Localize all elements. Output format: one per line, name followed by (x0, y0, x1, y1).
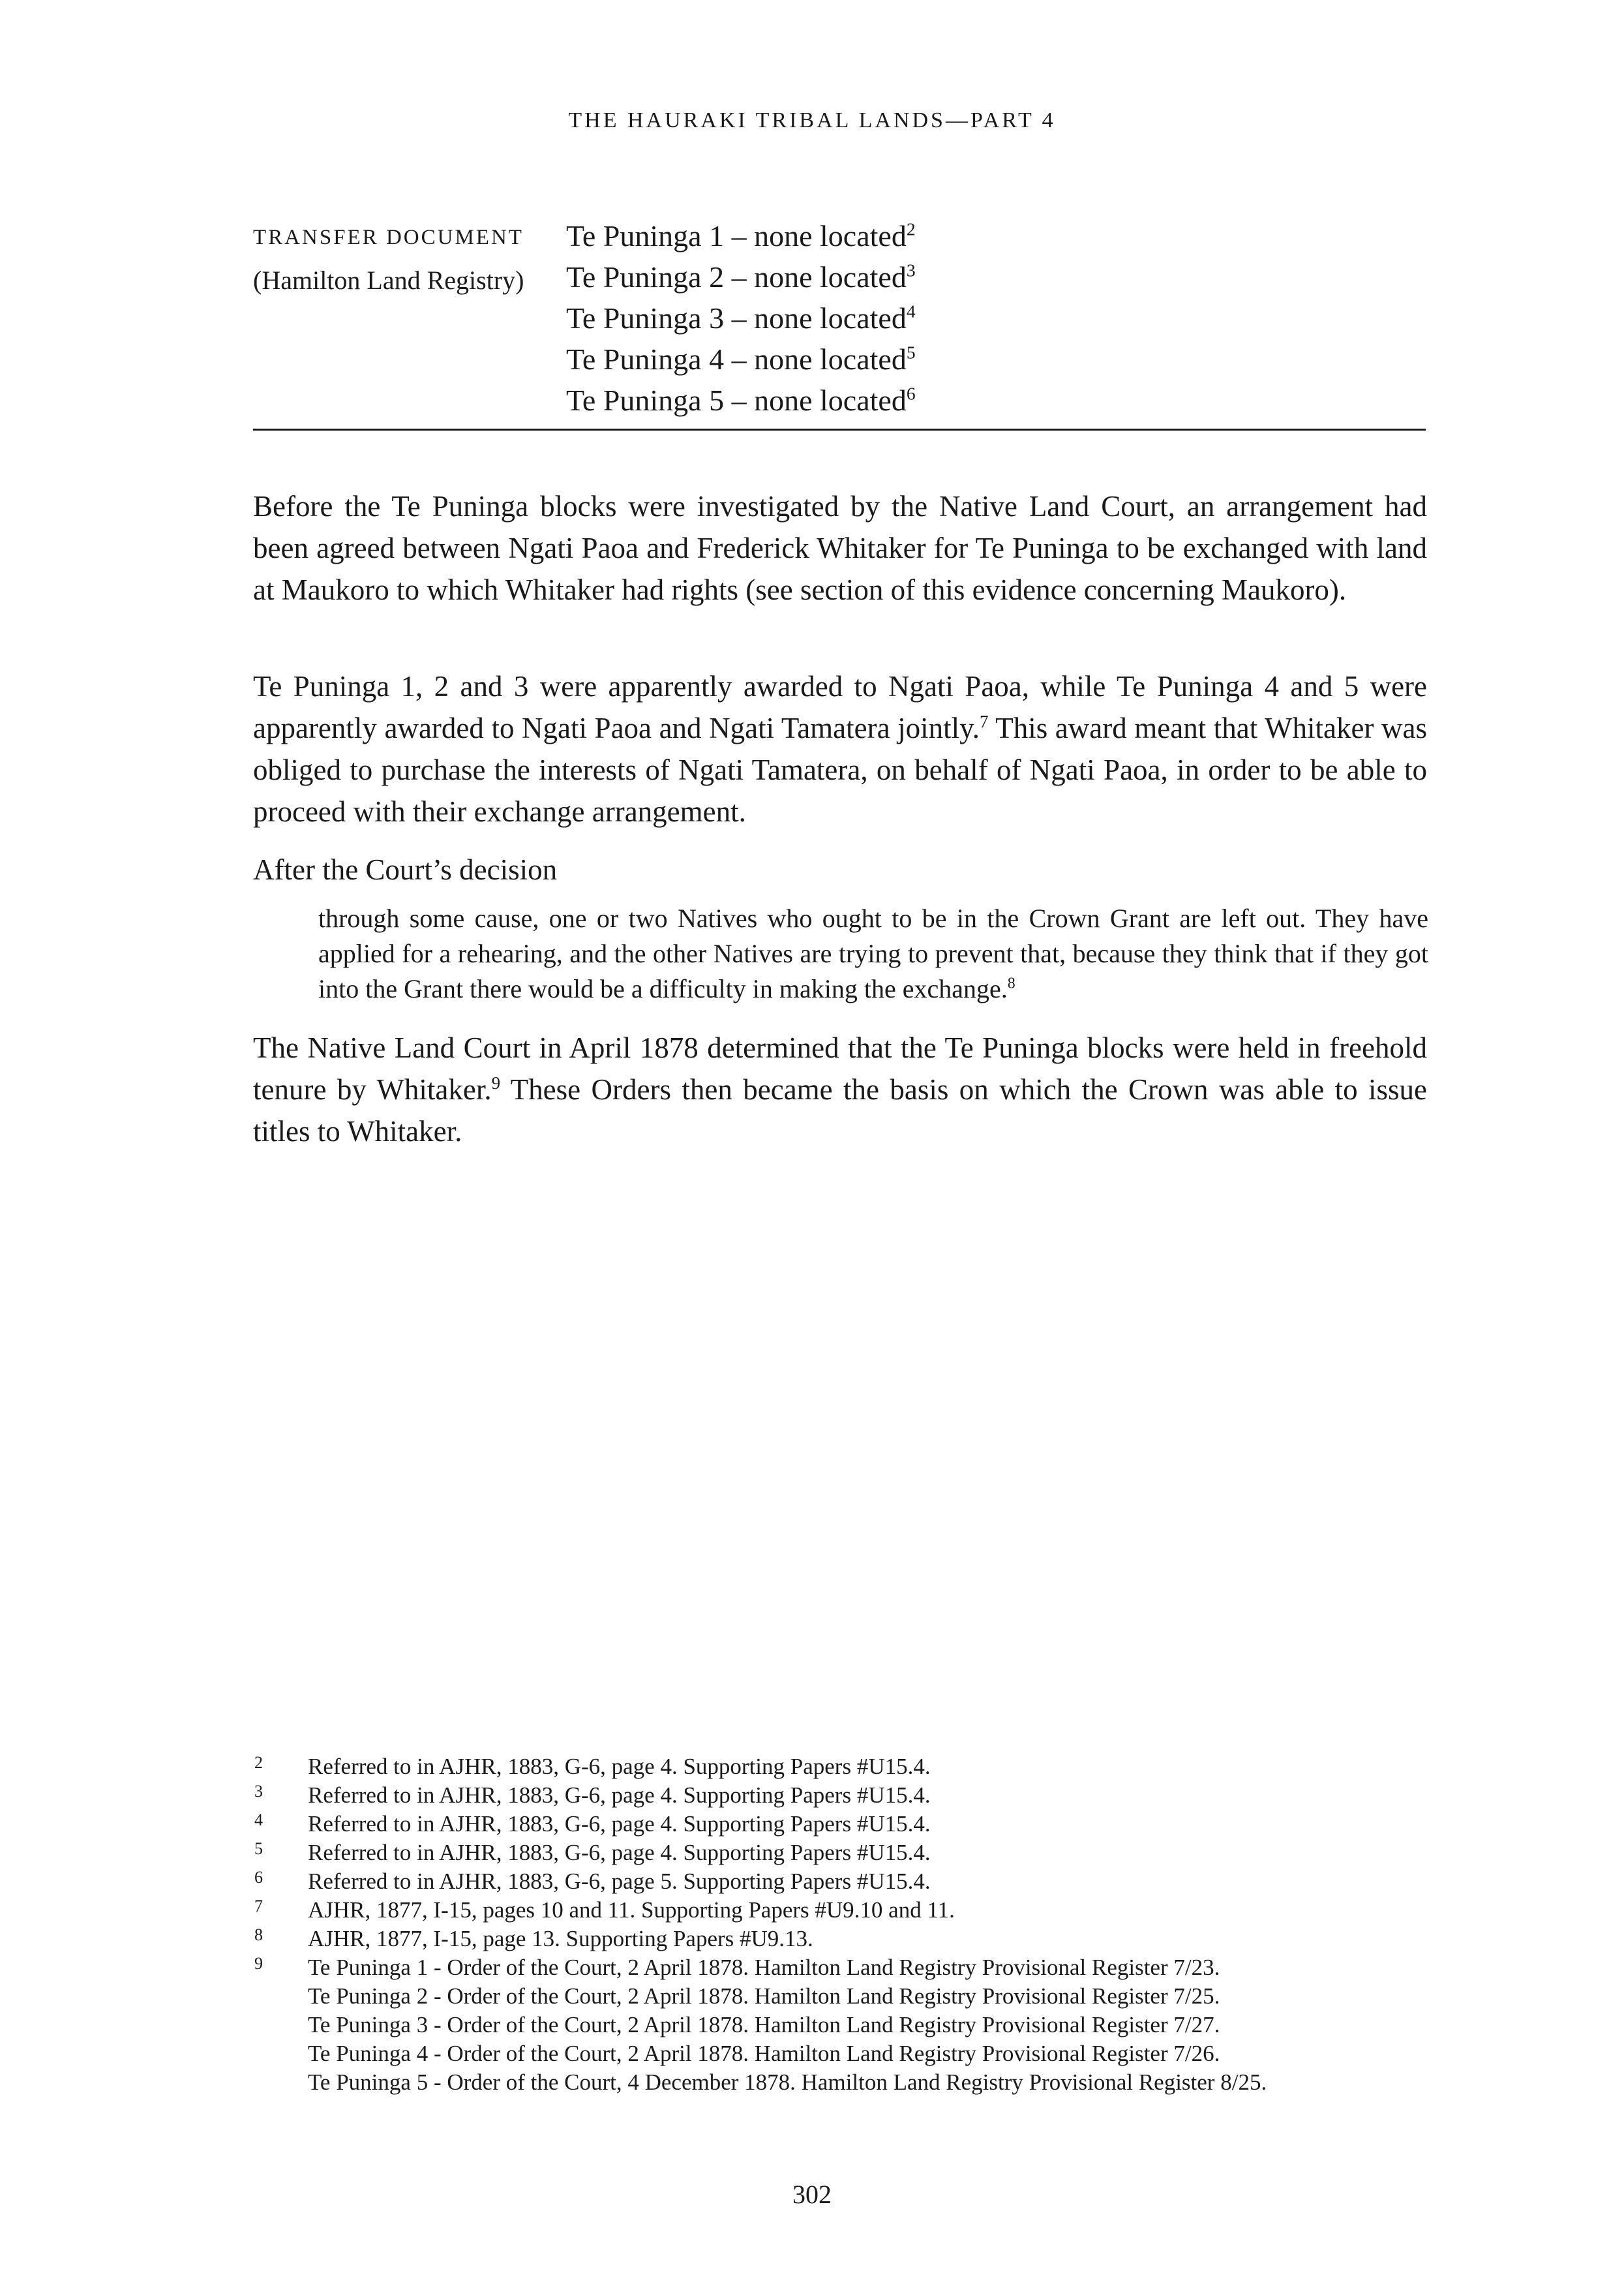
footnote-number: 4 (254, 1810, 263, 1829)
block-quote (318, 901, 1428, 1007)
paragraph-2-text-a: Te Puninga 1, 2 and 3 were apparently awarded to Ngati Paoa, while Te Puninga 4 and 5 were apparently awarded to Ngati Paoa and Ngati Tamatera jointly. (253, 670, 1427, 744)
transfer-item-text: Te Puninga 3 – none located (566, 301, 907, 335)
footnote-number: 8 (254, 1925, 263, 1944)
footnote (253, 1925, 1427, 1953)
footnote-ref[interactable]: 2 (906, 219, 916, 239)
footnotes (253, 1752, 1427, 2097)
paragraph-4 (253, 1027, 1427, 1152)
footnote-number: 3 (254, 1782, 263, 1801)
paragraph-3: After the Court’s decision (253, 853, 558, 886)
footnote (253, 1838, 1427, 1867)
footnote-text: Referred to in AJHR, 1883, G-6, page 5. Supporting Papers #U15.4. (308, 1869, 931, 1894)
paragraph-4-text-b: These Orders then became the basis on which the Crown was able to issue titles to Whitaker. (253, 1073, 1427, 1148)
footnote-ref[interactable]: 5 (906, 342, 916, 363)
transfer-item (566, 380, 916, 421)
footnote-ref[interactable]: 7 (979, 712, 989, 731)
transfer-item-text: Te Puninga 5 – none located (566, 384, 907, 417)
footnote-text: Referred to in AJHR, 1883, G-6, page 4. Supporting Papers #U15.4. (308, 1782, 931, 1808)
transfer-item (566, 297, 916, 339)
footnote-ref[interactable]: 3 (906, 260, 916, 281)
section-divider (253, 429, 1426, 431)
footnote-text: AJHR, 1877, I-15, page 13. Supporting Papers #U9.13. (308, 1926, 813, 1951)
footnote (253, 1896, 1427, 1925)
paragraph-1: Before the Te Puninga blocks were investigated by the Native Land Court, an arrangement had been agreed between Ngati Paoa and Frederick Whitaker for Te Puninga to be exchanged with land at Maukoro to which Whitaker had rights (see section of this evidence concerning Maukoro). (253, 490, 1427, 606)
transfer-item (566, 215, 916, 256)
footnote-text: Te Puninga 2 - Order of the Court, 2 April 1878. Hamilton Land Registry Provisional Register 7/25. (308, 1983, 1220, 2009)
registry-label: (Hamilton Land Registry) (253, 266, 524, 295)
footnote-text: Te Puninga 3 - Order of the Court, 2 April 1878. Hamilton Land Registry Provisional Register 7/27. (308, 2012, 1220, 2037)
block-quote-text: through some cause, one or two Natives who ought to be in the Crown Grant are left out. They have applied for a rehearing, and the other Natives are trying to prevent that, because they think that if they got into the Grant there would be a difficulty in making the exchange. (318, 904, 1428, 1003)
footnote (253, 1781, 1427, 1810)
footnote (253, 1953, 1427, 2097)
transfer-item-text: Te Puninga 1 – none located (566, 219, 907, 252)
footnote-number: 9 (254, 1954, 263, 1973)
transfer-item (566, 256, 916, 297)
footnote (253, 1810, 1427, 1838)
footnote-text: Te Puninga 4 - Order of the Court, 2 April 1878. Hamilton Land Registry Provisional Register 7/26. (308, 2041, 1220, 2066)
paragraph-2 (253, 665, 1427, 832)
paragraph-2-text-b: This award meant that Whitaker was obliged to purchase the interests of Ngati Tamatera, on behalf of Ngati Paoa, in order to be able to proceed with their exchange arrangement. (253, 712, 1427, 828)
footnote-text: Referred to in AJHR, 1883, G-6, page 4. Supporting Papers #U15.4. (308, 1840, 931, 1865)
footnote-number: 7 (254, 1897, 263, 1915)
footnote-ref[interactable]: 4 (906, 301, 916, 322)
page-number: 302 (792, 2180, 832, 2209)
footnote-ref[interactable]: 6 (906, 383, 916, 404)
footnote-text: Referred to in AJHR, 1883, G-6, page 4. Supporting Papers #U15.4. (308, 1754, 931, 1779)
footnote-number: 5 (254, 1839, 263, 1858)
footnote-number: 2 (254, 1753, 263, 1772)
transfer-list (566, 215, 916, 421)
footnote (253, 1752, 1427, 1781)
transfer-item-text: Te Puninga 2 – none located (566, 260, 907, 294)
footnote-text: AJHR, 1877, I-15, pages 10 and 11. Supporting Papers #U9.10 and 11. (308, 1897, 955, 1923)
footnote-text: Te Puninga 5 - Order of the Court, 4 December 1878. Hamilton Land Registry Provisional Register 8/25. (308, 2069, 1267, 2095)
footnote (253, 1867, 1427, 1896)
footnote-number: 6 (254, 1868, 263, 1887)
paragraph-4-text-a: The Native Land Court in April 1878 determined that the Te Puninga blocks were held in freehold tenure by Whitaker. (253, 1031, 1427, 1106)
footnote-text: Referred to in AJHR, 1883, G-6, page 4. Supporting Papers #U15.4. (308, 1811, 931, 1837)
footnote-ref[interactable]: 8 (1007, 975, 1015, 992)
footnote-text: Te Puninga 1 - Order of the Court, 2 April 1878. Hamilton Land Registry Provisional Register 7/23. (308, 1955, 1220, 1980)
running-head: THE HAURAKI TRIBAL LANDS—PART 4 (568, 108, 1056, 132)
footnote-ref[interactable]: 9 (491, 1073, 501, 1093)
transfer-document-label: TRANSFER DOCUMENT (253, 226, 524, 249)
transfer-item-text: Te Puninga 4 – none located (566, 343, 907, 376)
transfer-item (566, 339, 916, 380)
